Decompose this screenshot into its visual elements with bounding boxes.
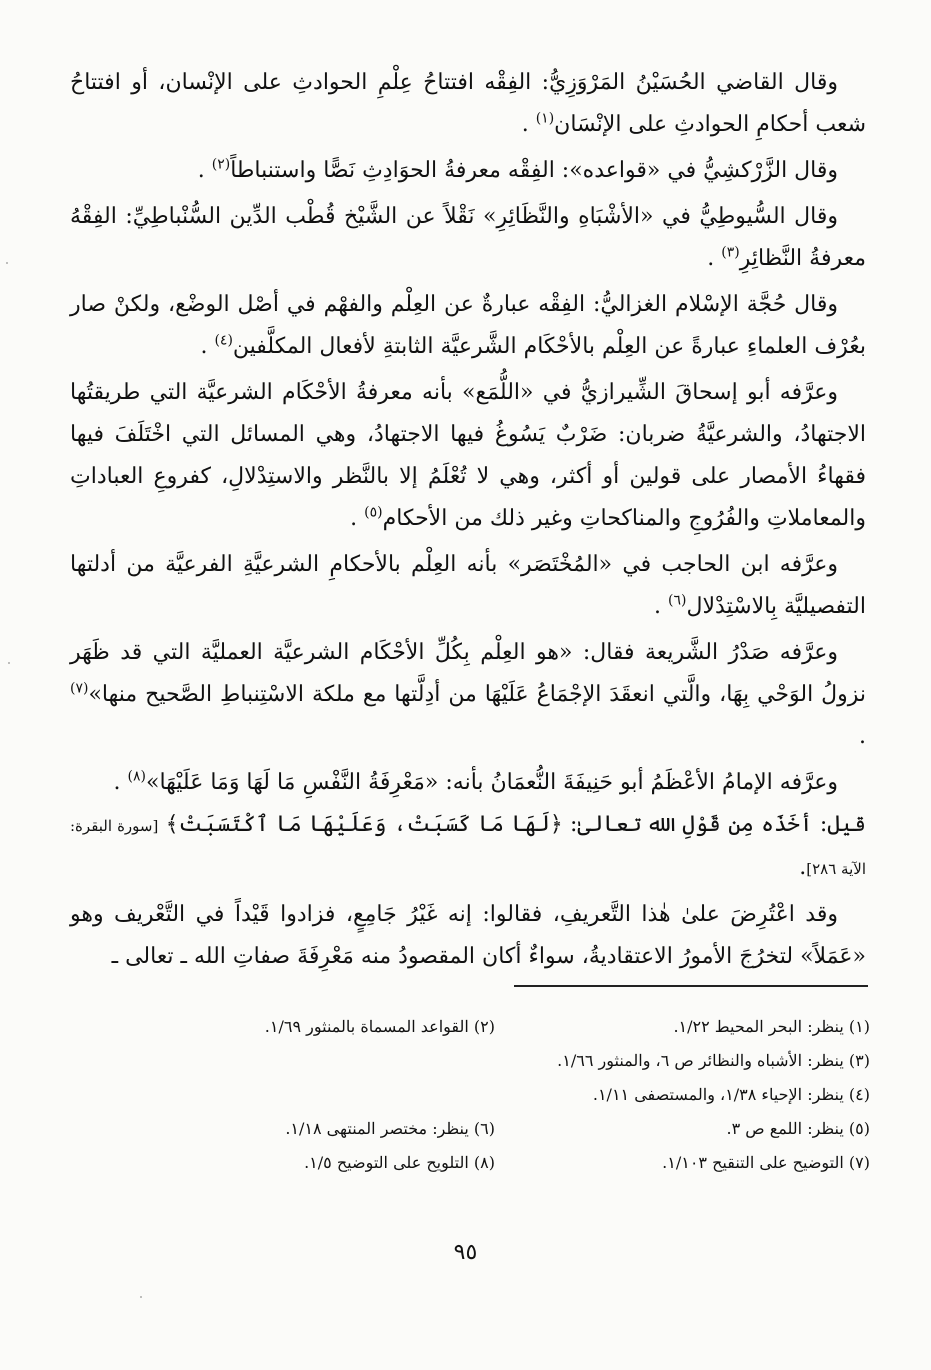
footnote-1: (١) ينظر: البحر المحيط ١/٢٢. bbox=[673, 1017, 870, 1036]
paragraph-text: وقال الزَّرْكشِيُّ في «قواعده»: الفِقْه معرفةُ الحوَادِثِ نَصًّا واستنباطاً bbox=[230, 158, 838, 183]
paragraph-text: وقال القاضي الحُسَيْنُ المَرْوَزِيُّ: الفِقْه افتتاحُ عِلْمِ الحوادثِ على الإنْسان، أو افتتاحُ شعب أحكامِ الحوادثِ على الإنْسَان bbox=[70, 70, 866, 137]
footnote-ref[interactable]: (٤) bbox=[214, 332, 233, 349]
punctuation: . bbox=[859, 724, 866, 749]
footnote-8: (٨) التلويح على التوضيح ١/٥. bbox=[304, 1153, 495, 1172]
paragraph-5 bbox=[70, 372, 866, 540]
scan-speck bbox=[140, 1296, 142, 1298]
paragraph-7 bbox=[70, 632, 866, 758]
paragraph-4 bbox=[70, 284, 866, 368]
paragraph-text: وعرَّفه أبو إسحاقَ الشِّيرازيُّ في «اللُّمَع» بأنه معرفةُ الأحْكَام الشرعيَّة التي طريقتُها الاجتهادُ، والشرعيَّةُ ضربان: ضَرْبٌ يَسُوغُ فيها الاجتهادُ، وهي المسائل التي اخْتَلَفَ فيها فقهاءُ الأمصار على قولين أو أكثر، وهي لا تُعْلَمُ إلا بالنَّظر والاستِدْلالِ، كفروعِ العباداتِ والمعاملاتِ والفُرُوجِ والمناكحاتِ وغير ذلك من الأحكام bbox=[70, 380, 866, 531]
paragraph-1 bbox=[70, 62, 866, 146]
punctuation: . bbox=[197, 158, 205, 183]
footnote-3: (٣) ينظر: الأشباه والنظائر ص ٦، والمنثور ١/٦٦. bbox=[557, 1051, 870, 1070]
punctuation: . bbox=[350, 506, 358, 531]
paragraph-text: وقال السُّيوطِيُّ في «الأشْبَاهِ والنَّظَائِرِ» نَقْلاً عن الشَّيْخ قُطْب الدِّين السُّنْباطِيِّ: الفِقْهُ معرفةُ النَّظائِرِ bbox=[70, 204, 866, 271]
main-text bbox=[70, 62, 866, 982]
footnotes bbox=[160, 1010, 870, 1180]
punctuation: . bbox=[521, 112, 529, 137]
scan-speck bbox=[8, 662, 10, 664]
paragraph-6 bbox=[70, 544, 866, 628]
footnote-ref[interactable]: (٨) bbox=[127, 768, 146, 785]
quran-reference: [سورة البقرة: الآية ٢٨٦] bbox=[70, 817, 866, 878]
punctuation: . bbox=[653, 594, 661, 619]
quran-quote: قيل: أخَذَه مِن قَوْلِ الله تعالىٰ: ﴿لَهَا مَا كَسَبَتْ، وَعَلَيْهَا مَا ٱكْتَسَبَتْ﴾ bbox=[165, 812, 866, 837]
footnote-ref[interactable]: (٦) bbox=[667, 592, 687, 609]
paragraph-text: وقد اعْتُرِضَ علىٰ هٰذا التَّعريفِ، فقالوا: إنه غَيْرُ جَامِعٍ، فزادوا قَيْداً في التَّعْريف وهو «عَمَلاً» لتخرُجَ الأمورُ الاعتقاديةُ، سواءٌ أكان المقصودُ منه مَعْرِفَةَ صفاتِ الله ـ تعالى ـ bbox=[70, 902, 866, 969]
footnote-divider bbox=[514, 985, 868, 987]
paragraph-text: وعرَّفه صَدْرُ الشَّريعة فقال: «هو العِلْم بِكُلِّ الأحْكَام الشرعيَّة العمليَّة التي قد ظَهَر نزولُ الوَحْي بِهَا، والَّتي انعقَدَ الإجْمَاعُ عَلَيْهَا من أدِلَّتها مع ملكة الاسْتِنباطِ الصَّحيح منها» bbox=[70, 640, 866, 707]
paragraph-9 bbox=[70, 894, 866, 978]
footnote-5: (٥) ينظر: اللمع ص ٣. bbox=[726, 1119, 870, 1138]
footnote-6: (٦) ينظر: مختصر المنتهى ١/١٨. bbox=[285, 1119, 495, 1138]
paragraph-text: وقال حُجَّة الإسْلام الغزاليُّ: الفِقْه عبارةٌ عن العِلْم والفهْم في أصْل الوضْع، ولكنْ صار بعُرْف العلماءِ عبارةً عن العِلْم بالأحْكَام الشَّرعيَّة الثابتةِ لأفعال المكلَّفين bbox=[70, 292, 866, 359]
footnote-2: (٢) القواعد المسماة بالمنثور ١/٦٩. bbox=[264, 1017, 495, 1036]
footnote-ref[interactable]: (١) bbox=[535, 110, 555, 127]
punctuation: . bbox=[200, 334, 208, 359]
punctuation: . bbox=[113, 770, 121, 795]
punctuation: . bbox=[707, 246, 715, 271]
footnote-ref[interactable]: (٥) bbox=[364, 504, 383, 521]
paragraph-2 bbox=[70, 150, 866, 192]
footnote-ref[interactable]: (٢) bbox=[211, 156, 231, 173]
paragraph-text: وعرَّفه الإمامُ الأعْظَمُ أبو حَنِيفَةَ النُّعمَانُ بأنه: «مَعْرِفَةُ النَّفْسِ مَا لَهَا وَمَا عَلَيْهَا» bbox=[145, 770, 838, 795]
footnote-ref[interactable]: (٣) bbox=[721, 244, 740, 261]
paragraph-8 bbox=[70, 762, 866, 890]
punctuation: . bbox=[799, 855, 807, 880]
paragraph-text: وعرَّفه ابن الحاجب في «المُخْتَصَر» بأنه العِلْم بالأحكامِ الشرعيَّةِ الفرعيَّة من أدلتها التفصيليَّة بِالاسْتِدْلال bbox=[70, 552, 866, 619]
footnote-4: (٤) ينظر: الإحياء ١/٣٨، والمستصفى ١/١١. bbox=[592, 1085, 870, 1104]
page-number: ٩٥ bbox=[453, 1240, 478, 1265]
footnote-ref[interactable]: (٧) bbox=[70, 680, 89, 697]
scan-speck bbox=[6, 262, 8, 264]
paragraph-3 bbox=[70, 196, 866, 280]
footnote-7: (٧) التوضيح على التنقيح ١/١٠٣. bbox=[662, 1153, 870, 1172]
